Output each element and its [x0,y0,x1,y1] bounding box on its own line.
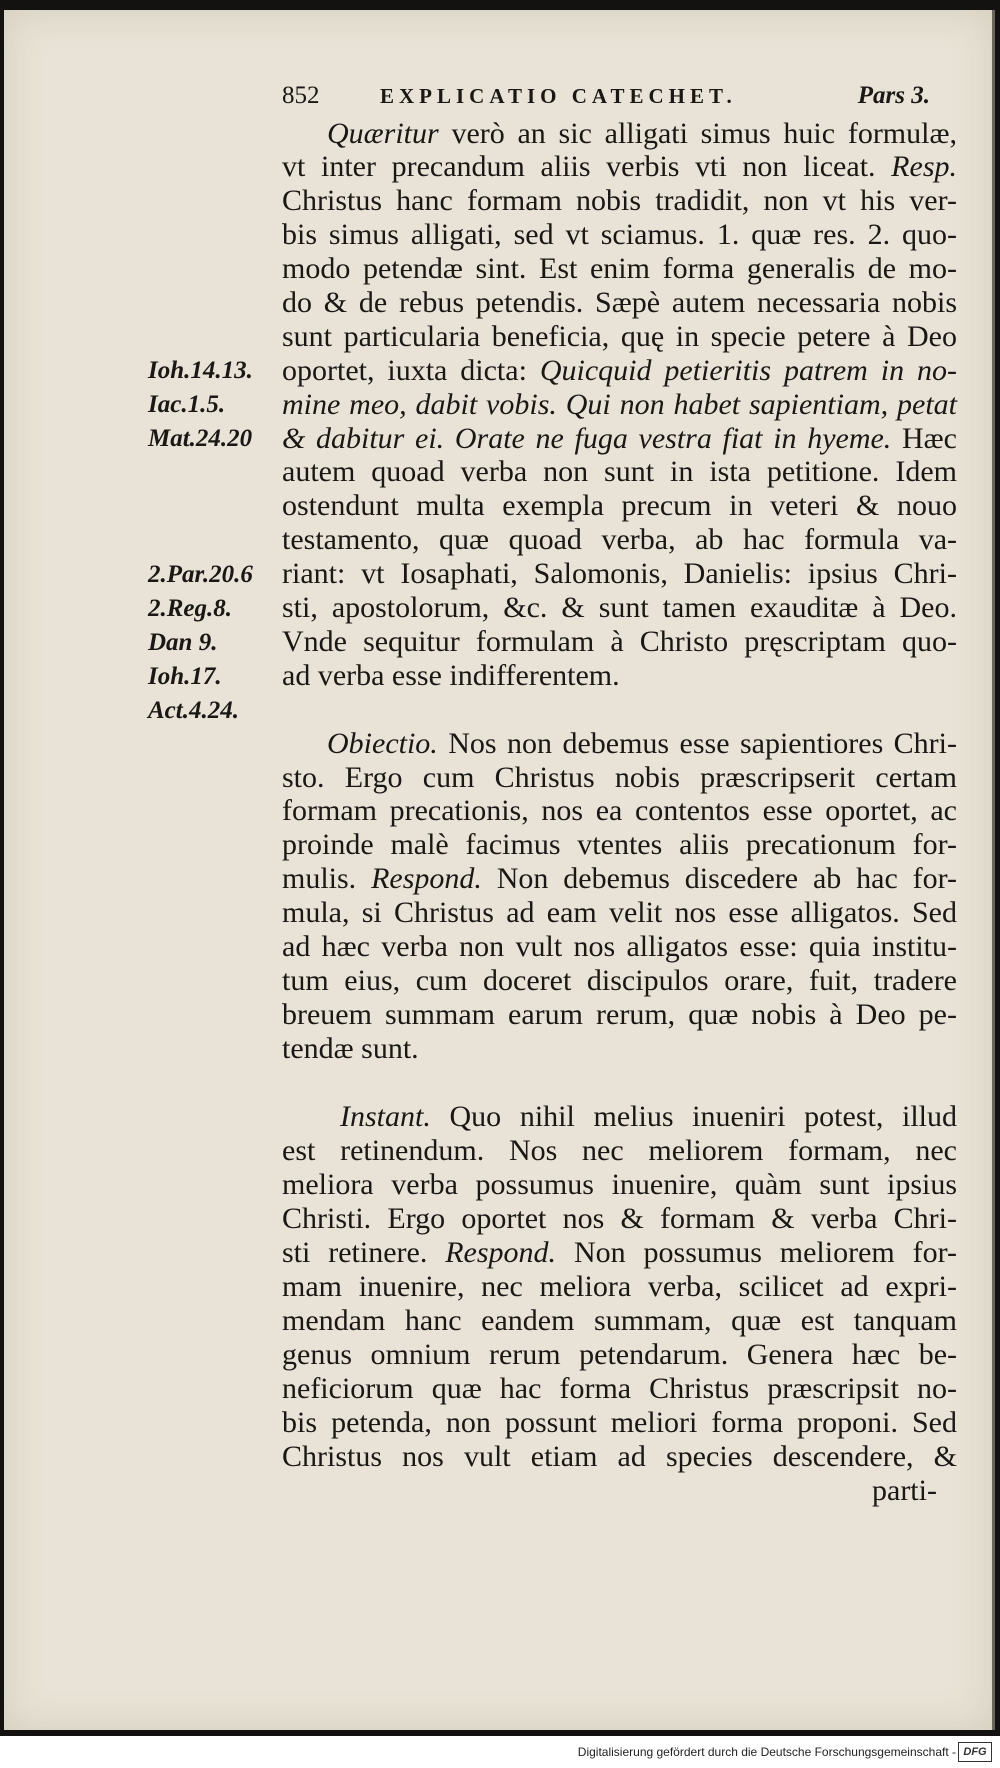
text-segment: sto. Ergo cum Christus nobis præscripserit certam [282,761,957,794]
italic-text: Respond. [371,862,482,895]
text-segment: oportet, iuxta dicta: [282,354,540,387]
text-line [327,117,957,151]
text-segment: Quo nihil melius inueniri potest, illud [430,1100,957,1133]
text-segment: ad verba esse indifferentem. [282,659,620,692]
text-line [282,455,957,489]
margin-reference: 2.Par.20.6 [148,561,253,588]
text-line [282,1032,957,1066]
italic-text: mine meo, dabit vobis. Qui non habet sapientiam, petat [282,388,957,421]
text-line [282,1134,957,1168]
text-line [282,1202,957,1236]
text-segment: riant: vt Iosaphati, Salomonis, Danielis: ipsius Chri- [282,557,957,590]
text-line [282,591,957,625]
text-line [282,557,957,591]
text-line [282,184,957,218]
text-line [282,523,957,557]
italic-text: Resp. [891,150,957,183]
text-segment: breuem summam earum rerum, quæ nobis à Deo pe- [282,998,957,1031]
text-segment: ad hæc verba non vult nos alligatos esse: quia institu- [282,930,957,963]
margin-reference: 2.Reg.8. [148,595,233,622]
margin-reference: Iac.1.5. [148,391,226,418]
text-line [282,320,957,354]
page-header [282,82,930,118]
text-segment: formam precationis, nos ea contentos esse oportet, ac [282,794,957,827]
text-line [282,1236,957,1270]
margin-reference: Ioh.17. [148,663,222,690]
text-line [282,1406,957,1440]
text-line [340,1100,957,1134]
text-line [282,489,957,523]
text-line [282,862,957,896]
text-segment: testamento, quæ quoad verba, ab hac formula va- [282,523,957,556]
text-line [872,1474,962,1508]
italic-text: Quicquid petieritis patrem in no- [539,354,957,387]
text-line [282,930,957,964]
text-segment: meliora verba possumus inuenire, quàm sunt ipsius [282,1168,957,1201]
italic-text: & dabitur ei. Orate ne fuga vestra fiat in hyeme. [282,422,892,455]
text-line [327,727,957,761]
page-number: 852 [282,82,320,109]
text-segment: tum eius, cum doceret discipulos orare, fuit, tradere [282,964,957,997]
dfg-logo: DFG [958,1742,992,1762]
text-line [282,286,957,320]
text-line [282,794,957,828]
text-segment: Vnde sequitur formulam à Christo pręscriptam quo- [282,625,957,658]
text-segment: Christus hanc formam nobis tradidit, non vt his ver- [282,184,957,217]
funding-credit: Digitalisierung gefördert durch die Deutsche Forschungsgemeinschaft - [577,1745,956,1759]
italic-text: Quæritur [327,117,439,150]
italic-text: Instant. [340,1100,431,1133]
text-line [282,828,957,862]
text-segment: est retinendum. Nos nec meliorem formam, nec [282,1134,957,1167]
text-line [282,150,957,184]
text-segment: sunt particularia beneficia, quę in specie petere à Deo [282,320,957,353]
text-line [282,1440,957,1474]
text-segment: mam inuenire, nec meliora verba, scilicet ad expri- [282,1270,957,1303]
text-segment: bis simus alligati, sed vt sciamus. 1. quæ res. 2. quo- [282,218,957,251]
text-segment: sti, apostolorum, &c. & sunt tamen exauditæ à Deo. [282,591,957,624]
text-line [282,998,957,1032]
margin-reference: Dan 9. [148,629,218,656]
margin-reference: Ioh.14.13. [148,357,253,384]
text-segment: proinde malè facimus vtentes aliis precationum for- [282,828,957,861]
text-line [282,218,957,252]
text-line [282,354,957,388]
text-line [282,1338,957,1372]
text-line [282,1304,957,1338]
running-title: EXPLICATIO CATECHET. [380,84,737,108]
text-segment: modo petendæ sint. Est enim forma generalis de mo- [282,252,957,285]
text-segment: Christi. Ergo oportet nos & formam & verba Chri- [282,1202,957,1235]
text-segment: mula, si Christus ad eam velit nos esse alligatos. Sed [282,896,957,929]
text-segment: autem quoad verba non sunt in ista petitione. Idem [282,455,957,488]
text-segment: Non debemus discedere ab hac for- [481,862,957,895]
text-segment: mendam hanc eandem summam, quæ est tanquam [282,1304,957,1337]
text-line [282,761,957,795]
text-segment: bis petenda, non possunt meliori forma proponi. Sed [282,1406,957,1439]
text-segment: neficiorum quæ hac forma Christus præscripsit no- [282,1372,957,1405]
text-line [282,1270,957,1304]
text-line [282,1372,957,1406]
italic-text: Respond. [445,1236,557,1269]
text-segment: genus omnium rerum petendarum. Genera hæc be- [282,1338,957,1371]
text-segment: Nos non debemus esse sapientiores Chri- [437,727,957,760]
margin-reference: Mat.24.20 [148,425,253,452]
text-segment: Christus nos vult etiam ad species descendere, & [282,1440,957,1473]
text-segment: Non possumus meliorem for- [556,1236,957,1269]
text-line [282,625,957,659]
text-segment: mulis. [282,862,372,895]
text-line [282,659,957,693]
text-segment: sti retinere. [282,1236,446,1269]
text-segment: vt inter precandum aliis verbis vti non liceat. [282,150,892,183]
text-segment: do & de rebus petendis. Sæpè autem necessaria nobis [282,286,957,319]
text-line [282,896,957,930]
text-line [282,1168,957,1202]
part-label: Pars 3. [857,82,930,109]
text-line [282,422,957,456]
italic-text: Obiectio. [327,727,438,760]
text-segment: tendæ sunt. [282,1032,419,1065]
footer-bar [0,1736,1000,1768]
text-segment: Hæc [891,422,957,455]
text-segment: verò an sic alligati simus huic formulæ, [438,117,957,150]
text-segment: parti- [872,1474,937,1507]
text-line [282,964,957,998]
margin-reference: Act.4.24. [148,697,239,724]
text-line [282,388,957,422]
text-segment: ostendunt multa exempla precum in veteri & nouo [282,489,957,522]
text-line [282,252,957,286]
